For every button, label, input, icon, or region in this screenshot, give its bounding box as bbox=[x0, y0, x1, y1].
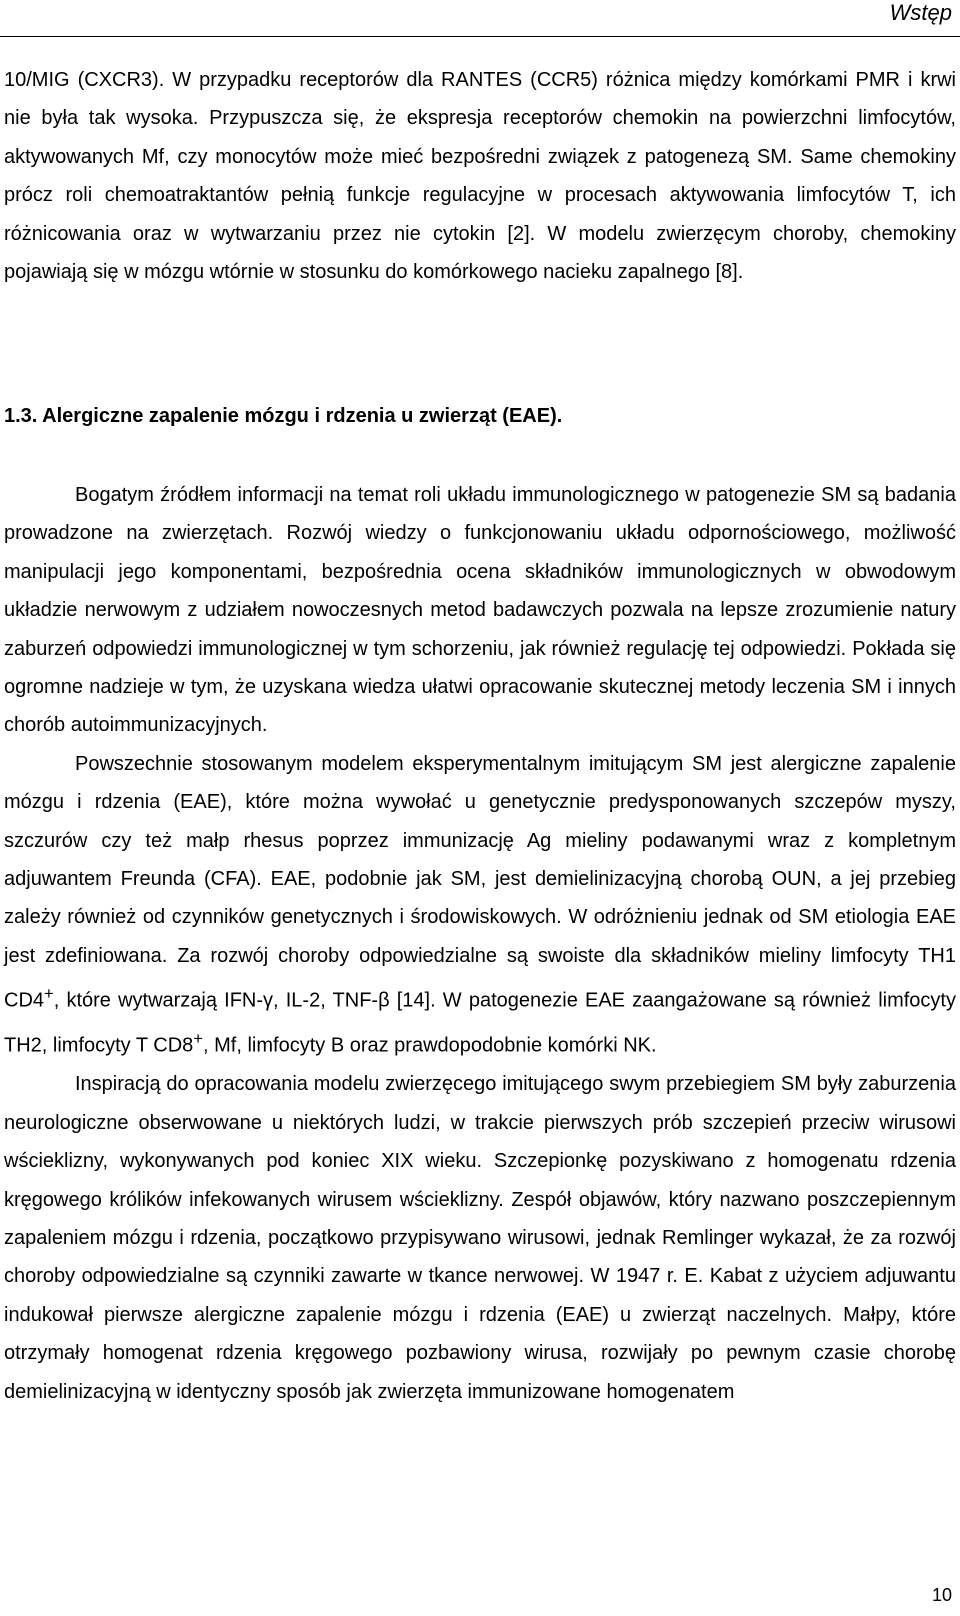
paragraph-2-text-a: Powszechnie stosowanym modelem eksperymentalnym imitującym SM jest alergiczne zapalenie mózgu i rdzenia (EAE), które można wywołać u genetycznie predysponowanych szczepów myszy, szczurów czy też małp rhesus poprzez immunizację Ag mieliny podawanymi wraz z kompletnym adjuwantem Freunda (CFA). EAE, podobnie jak SM, jest demielinizacyjną chorobą OUN, a jej przebieg zależy również od czynników genetycznych i środowiskowych. W odróżnieniu jednak od SM etiologia EAE jest zdefiniowana. Za rozwój choroby odpowiedzialne są swoiste dla składników mieliny limfocyty TH1 CD4 bbox=[4, 752, 956, 1012]
paragraph-2-text-c: , Mf, limfocyty B oraz prawdopodobnie komórki NK. bbox=[203, 1035, 657, 1057]
body-paragraph-1: Bogatym źródłem informacji na temat roli układu immunologicznego w patogenezie SM są badania prowadzone na zwierzętach. Rozwój wiedzy o funkcjonowaniu układu odpornościowego, możliwość manipulacji jego komponentami, bezpośrednia ocena składników immunologicznych w obwodowym układzie nerwowym z udziałem nowoczesnych metod badawczych pozwala na lepsze zrozumienie natury zaburzeń odpowiedzi immunologicznej w tym schorzeniu, jak również regulację tej odpowiedzi. Pokłada się ogromne nadzieje w tym, że uzyskana wiedza ułatwi opracowanie skutecznej metody leczenia SM i innych chorób autoimmunizacyjnych. bbox=[4, 484, 956, 737]
intro-paragraph: 10/MIG (CXCR3). W przypadku receptorów dla RANTES (CCR5) różnica między komórkami PMR i krwi nie była tak wysoka. Przypuszcza się, że ekspresja receptorów chemokin na powierzchni limfocytów, aktywowanych Mf, czy monocytów może mieć bezpośredni związek z patogenezą SM. Same chemokiny prócz roli chemoatraktantów pełnią funkcje regulacyjne w procesach aktywowania limfocytów T, ich różnicowania oraz w wytwarzaniu przez nie cytokin [2]. W modelu zwierzęcym choroby, chemokiny pojawiają się w mózgu wtórnie w stosunku do komórkowego nacieku zapalnego [8]. bbox=[4, 69, 956, 284]
body-paragraph-3: Inspiracją do opracowania modelu zwierzęcego imitującego swym przebiegiem SM były zaburzenia neurologiczne obserwowane u niektórych ludzi, w trakcie pierwszych prób szczepień przeciw wirusowi wścieklizny, wykonywanych pod koniec XIX wieku. Szczepionkę pozyskiwano z homogenatu rdzenia kręgowego królików infekowanych wirusem wścieklizny. Zespół objawów, który nazwano poszczepiennym zapaleniem mózgu i rdzenia, początkowo przypisywano wirusowi, jednak Remlinger wykazał, że za rozwój choroby odpowiedzialne są czynniki zawarte w tkance nerwowej. W 1947 r. E. Kabat z użyciem adjuwantu indukował pierwsze alergiczne zapalenie mózgu i rdzenia (EAE) u zwierząt naczelnych. Małpy, które otrzymały homogenat rdzenia kręgowego pozbawiony wirusa, rozwijały po pewnym czasie chorobę demielinizacyjną w identyczny sposób jak zwierzęta immunizowane homogenatem bbox=[4, 1073, 956, 1403]
intro-text-block bbox=[4, 61, 956, 291]
header-divider bbox=[0, 36, 960, 37]
section-heading: 1.3. Alergiczne zapalenie mózgu i rdzenia u zwierząt (EAE). bbox=[4, 405, 563, 427]
superscript-plus-2: + bbox=[193, 1029, 204, 1049]
paragraph-2-text-b: , które wytwarzają IFN-γ, IL-2, TNF-β [14]. W patogenezie EAE zaangażowane są również limfocyty TH2, limfocyty T CD8 bbox=[4, 989, 956, 1057]
body-paragraph-2 bbox=[4, 745, 956, 1066]
page-number: 10 bbox=[931, 1585, 952, 1605]
section-text-block bbox=[4, 476, 956, 1411]
superscript-plus-1: + bbox=[44, 984, 54, 1004]
running-header-title: Wstęp bbox=[889, 0, 952, 25]
